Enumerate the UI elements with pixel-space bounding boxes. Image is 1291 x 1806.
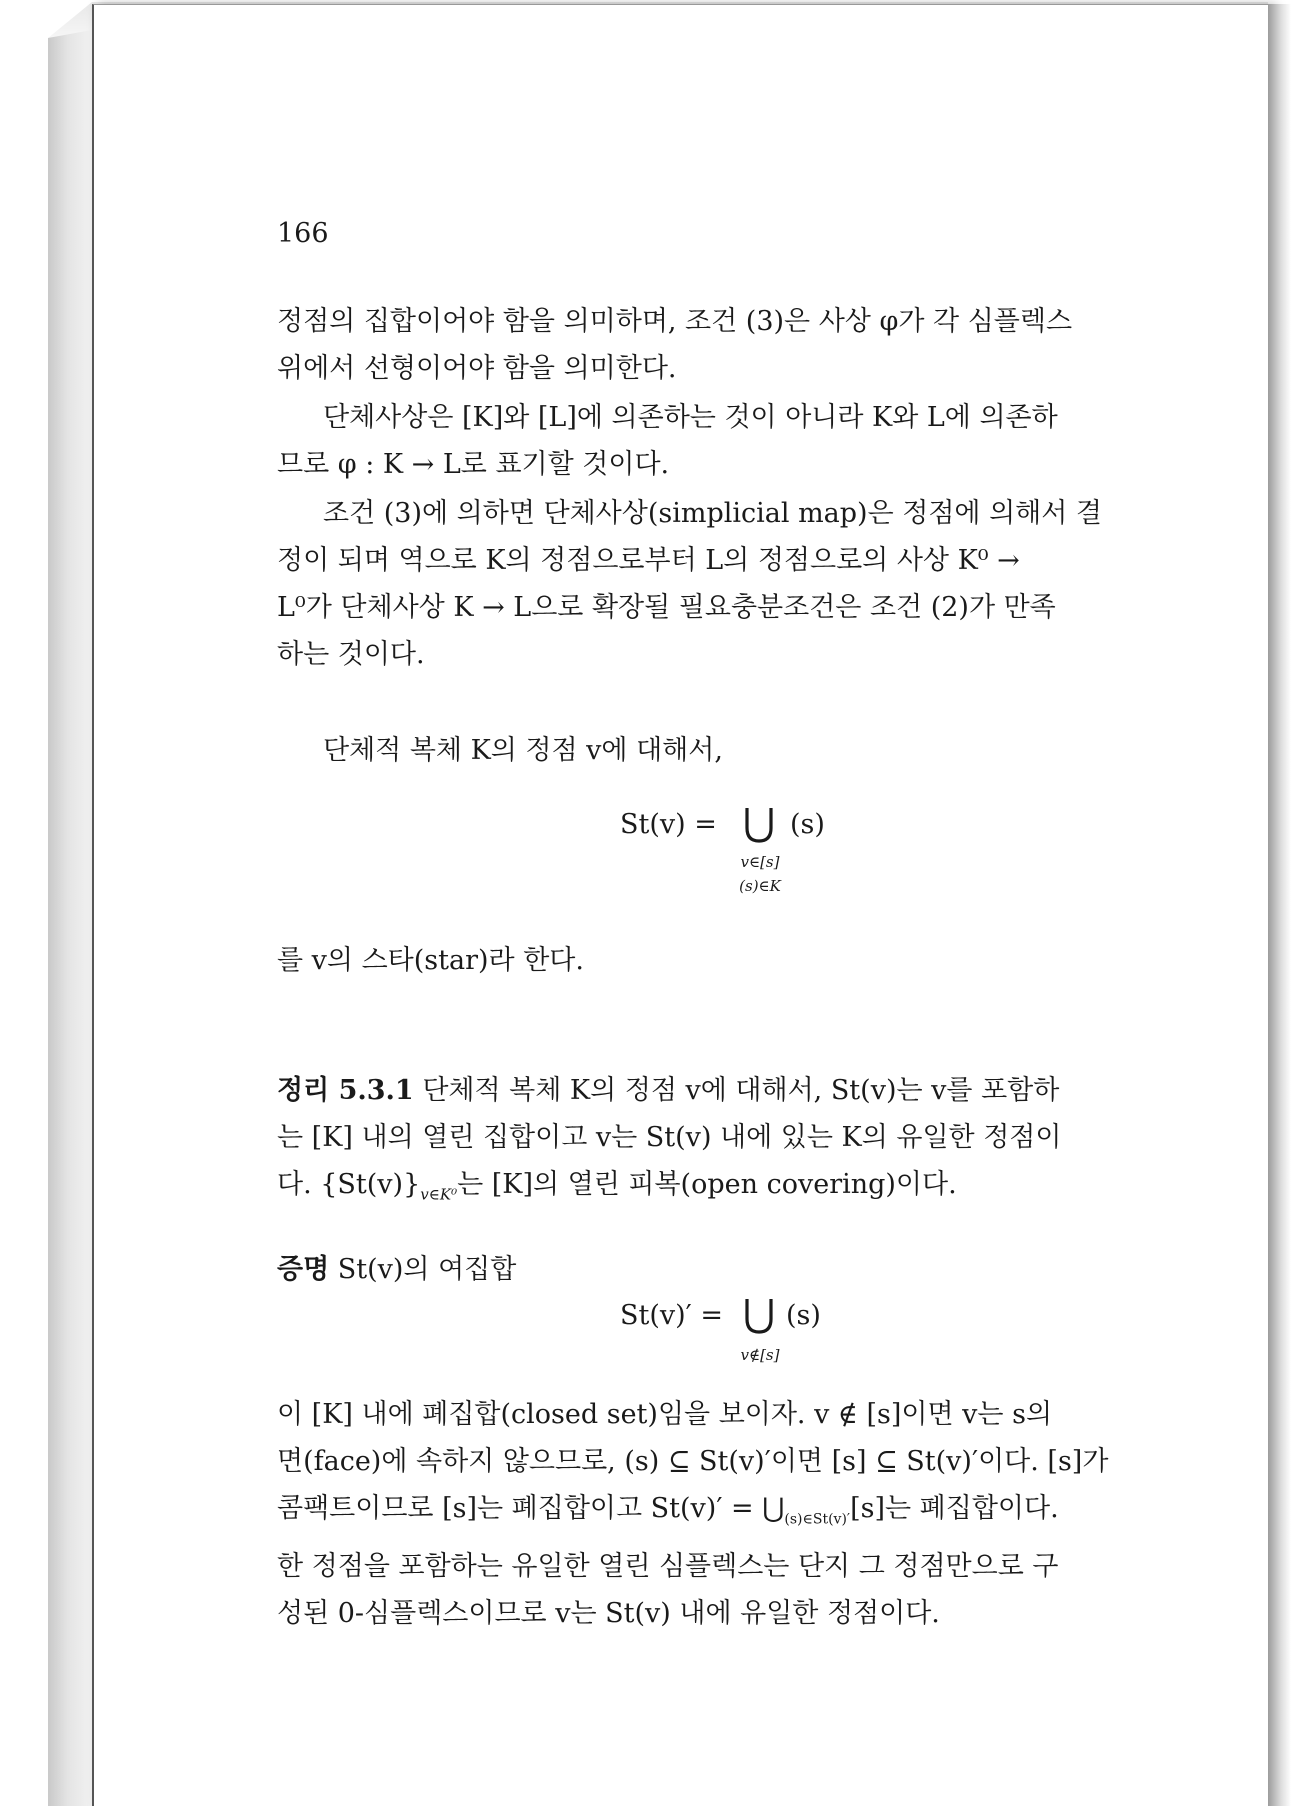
- equation-subscript: (s)∈K: [739, 877, 781, 895]
- page-number: 166: [277, 218, 329, 249]
- theorem-line: [277, 1067, 1175, 1114]
- proof-text: St(v)의 여집합: [337, 1254, 517, 1285]
- big-union-symbol: [743, 1297, 775, 1335]
- proof-label: 증명: [277, 1254, 330, 1285]
- equation-rhs: (s): [786, 1300, 821, 1331]
- proof-subscript: (s)∈St(v)′: [784, 1511, 851, 1528]
- paragraph-line: 정이 되며 역으로 K의 정점으로부터 L의 정점으로의 사상 K⁰ →: [277, 545, 1020, 576]
- theorem-line: 는 [K] 내의 열린 집합이고 v는 St(v) 내에 있는 K의 유일한 정점이: [277, 1122, 1062, 1153]
- equation-lhs: St(v)′ =: [620, 1300, 724, 1331]
- proof-text: [s]는 폐집합이다.: [850, 1493, 1059, 1524]
- big-union-symbol: [743, 806, 775, 844]
- theorem-5-3-1: [277, 1067, 1175, 1218]
- theorem-text: 단체적 복체 K의 정점 v에 대해서, St(v)는 v를 포함하: [422, 1075, 1060, 1106]
- book-spine: [48, 30, 92, 1806]
- theorem-subscript: v∈K⁰: [420, 1185, 458, 1204]
- paragraph-1: [277, 298, 1175, 392]
- proof-line: 성된 0-심플렉스이므로 v는 St(v) 내에 유일한 정점이다.: [277, 1598, 940, 1630]
- paragraph-line: 정점의 집합이어야 함을 의미하며, 조건 (3)은 사상 φ가 각 심플렉스: [277, 306, 1073, 337]
- paragraph-line: 위에서 선형이어야 함을 의미한다.: [277, 353, 677, 384]
- equation-subscript: v∉[s]: [740, 1346, 780, 1364]
- paragraph-3: [277, 490, 1175, 678]
- theorem-line: [277, 1161, 1175, 1218]
- equation-lhs: St(v) =: [620, 809, 717, 840]
- proof-line: 이 [K] 내에 폐집합(closed set)임을 보이자. v ∉ [s]이면 v는 s의: [277, 1399, 1053, 1430]
- proof-text: 콤팩트이므로 [s]는 폐집합이고 St(v)′ = ⋃: [277, 1493, 785, 1524]
- equation-subscript: v∈[s]: [740, 853, 780, 871]
- proof-line: [277, 1246, 1175, 1293]
- proof-line: 한 정점을 포함하는 유일한 열린 심플렉스는 단지 그 정점만으로 구: [277, 1551, 1059, 1583]
- proof-line: [277, 1485, 1175, 1543]
- paragraph-line: 단체적 복체 K의 정점 v에 대해서,: [323, 735, 723, 766]
- theorem-label: 정리 5.3.1: [277, 1075, 414, 1106]
- paragraph-4: [277, 727, 1175, 774]
- proof-line: 면(face)에 속하지 않으므로, (s) ⊆ St(v)′이면 [s] ⊆ St(v)′이다. [s]가: [277, 1446, 1109, 1477]
- paragraph-line: 조건 (3)에 의하면 단체사상(simplicial map)은 정점에 의해서 결: [323, 498, 1102, 529]
- page-edge-shadow: [1268, 4, 1291, 1806]
- paragraph-line: 단체사상은 [K]와 [L]에 의존하는 것이 아니라 K와 L에 의존하: [323, 402, 1058, 433]
- proof-intro: [277, 1246, 1175, 1293]
- paragraph-line: 하는 것이다.: [277, 639, 425, 670]
- paragraph-2: [277, 394, 1175, 488]
- paragraph-line: L⁰가 단체사상 K → L으로 확장될 필요충분조건은 조건 (2)가 만족: [277, 592, 1056, 623]
- theorem-text: 다. {St(v)}: [277, 1169, 421, 1200]
- paragraph-line: 므로 φ : K → L로 표기할 것이다.: [277, 449, 670, 480]
- paragraph-5: [277, 937, 1175, 984]
- paragraph-line: 를 v의 스타(star)라 한다.: [277, 945, 584, 976]
- proof-body: [277, 1391, 1175, 1637]
- equation-rhs: (s): [790, 809, 825, 840]
- theorem-text: 는 [K]의 열린 피복(open covering)이다.: [457, 1169, 957, 1200]
